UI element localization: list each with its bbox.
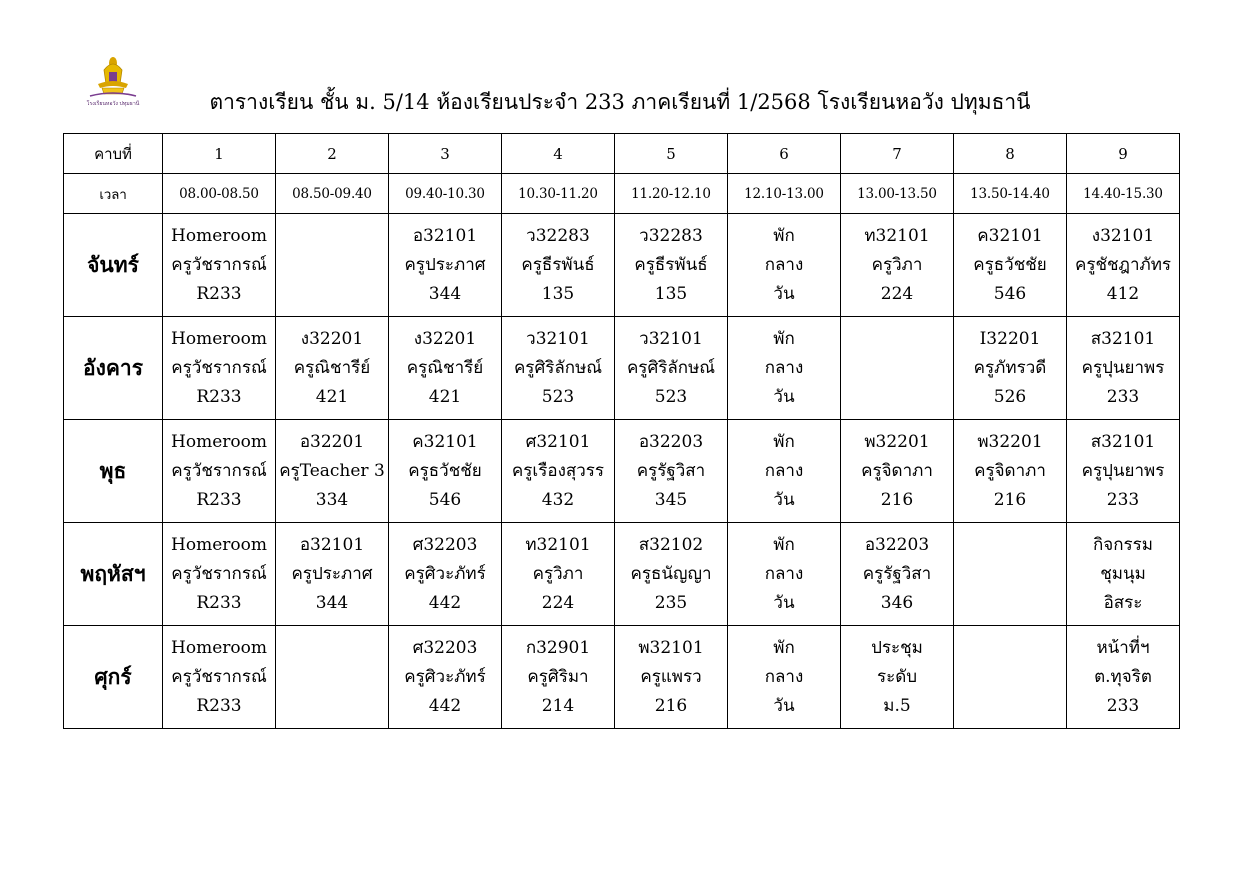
room-number: 442 [428,592,462,613]
room-number: 523 [654,386,688,407]
schedule-cell [841,523,954,626]
time-slot: 13.00-13.50 [841,174,954,214]
room-number: 546 [428,489,462,510]
teacher-name: ครูธีรพันธ์ [521,254,595,275]
subject-code: ว32101 [526,328,590,349]
schedule-cell [954,214,1067,317]
teacher-name: ครูศิริมา [527,666,589,687]
teacher-name: ครูชัชฎาภัทร [1074,254,1172,275]
subject-code: Homeroom [171,328,267,349]
room-number: วัน [773,695,795,716]
period-number: 9 [1067,134,1180,174]
subject-code: ว32283 [639,225,703,246]
schedule-cell [163,626,276,729]
time-slot: 11.20-12.10 [615,174,728,214]
room-number: 224 [880,283,914,304]
room-number: วัน [773,283,795,304]
time-slot: 14.40-15.30 [1067,174,1180,214]
schedule-cell [502,214,615,317]
schedule-cell [1067,523,1180,626]
schedule-cell [389,523,502,626]
room-number: 135 [654,283,688,304]
period-number: 1 [163,134,276,174]
schedule-cell [615,626,728,729]
room-number: 233 [1106,386,1140,407]
day-row [64,214,1180,317]
subject-code: ค32101 [977,225,1043,246]
time-slot: 08.50-09.40 [276,174,389,214]
teacher-name: ครูจิดาภา [974,460,1046,481]
subject-code: Homeroom [171,637,267,658]
teacher-name: ครูรัฐวิสา [862,563,932,584]
time-slot: 09.40-10.30 [389,174,502,214]
room-number: 442 [428,695,462,716]
schedule-cell [502,626,615,729]
subject-code: ศ32101 [525,431,591,452]
room-number: R233 [196,695,242,716]
page-title: ตารางเรียน ชั้น ม. 5/14 ห้องเรียนประจำ 233 ภาคเรียนที่ 1/2568 โรงเรียนหอวัง ปทุมธานี [209,90,1031,114]
teacher-name: ครูรัฐวิสา [636,460,706,481]
schedule-cell [276,420,389,523]
schedule-cell [1067,626,1180,729]
period-number: 4 [502,134,615,174]
teacher-name: ครูศิวะภัทร์ [404,563,486,584]
teacher-name: ต.ทุจริต [1094,666,1152,687]
subject-code: พ32201 [864,431,930,452]
teacher-name: ครูวัชรากรณ์ [171,563,267,584]
school-logo [80,54,146,110]
teacher-name: ครูจิดาภา [861,460,933,481]
period-row [64,134,1180,174]
time-header-label: เวลา [64,174,163,214]
period-number: 5 [615,134,728,174]
subject-code: ว32283 [526,225,590,246]
schedule-cell [389,214,502,317]
room-number: 421 [428,386,462,407]
schedule-cell [728,420,841,523]
subject-code: ง32101 [1091,225,1155,246]
schedule-cell [1067,420,1180,523]
teacher-name: ครูณิชารีย์ [293,357,371,378]
period-header-label: คาบที่ [64,134,163,174]
time-row [64,174,1180,214]
subject-code: พ32201 [977,431,1043,452]
teacher-name: ครูศิริลักษณ์ [626,357,716,378]
teacher-name: ครูประภาศ [404,254,486,275]
subject-code: ส32102 [638,534,704,555]
subject-code: หน้าที่ฯ [1096,637,1150,658]
teacher-name: กลาง [764,254,804,275]
room-number: 546 [993,283,1027,304]
subject-code: ส32101 [1090,328,1156,349]
room-number: R233 [196,283,242,304]
day-label: ศุกร์ [64,626,163,729]
teacher-name: ครูธวัชชัย [408,460,482,481]
teacher-name: ครูปุนยาพร [1081,357,1165,378]
period-number: 3 [389,134,502,174]
period-number: 8 [954,134,1067,174]
day-label: จันทร์ [64,214,163,317]
room-number: 432 [541,489,575,510]
subject-code: Homeroom [171,225,267,246]
schedule-cell [841,214,954,317]
schedule-cell [615,317,728,420]
subject-code: พัก [773,225,795,246]
room-number: 344 [315,592,349,613]
schedule-cell [954,523,1067,626]
subject-code: ค32101 [412,431,478,452]
room-number: 135 [541,283,575,304]
teacher-name: ครูภัทรวดี [973,357,1047,378]
teacher-name: ครูณิชารีย์ [406,357,484,378]
teacher-name: กลาง [764,357,804,378]
teacher-name: ครูวัชรากรณ์ [171,357,267,378]
schedule-cell [502,420,615,523]
teacher-name: ครูวัชรากรณ์ [171,460,267,481]
room-number: 224 [541,592,575,613]
room-number: R233 [196,386,242,407]
schedule-cell [276,214,389,317]
schedule-cell [276,523,389,626]
schedule-cell [615,420,728,523]
room-number: 344 [428,283,462,304]
subject-code: ง32201 [300,328,364,349]
room-number: 334 [315,489,349,510]
schedule-cell [728,317,841,420]
time-slot: 10.30-11.20 [502,174,615,214]
subject-code: ท32101 [525,534,591,555]
schedule-cell [1067,317,1180,420]
teacher-name: ครูประภาศ [291,563,373,584]
teacher-name: กลาง [764,666,804,687]
day-row [64,626,1180,729]
teacher-name: ครูวิภา [871,254,923,275]
room-number: วัน [773,592,795,613]
subject-code: I32201 [979,328,1041,349]
subject-code: พัก [773,328,795,349]
teacher-name: กลาง [764,563,804,584]
subject-code: พัก [773,431,795,452]
schedule-cell [728,523,841,626]
class-schedule-table [63,133,1180,729]
room-number: R233 [196,592,242,613]
teacher-name: ชุมนุม [1100,563,1146,584]
subject-code: ท32101 [864,225,930,246]
day-row [64,317,1180,420]
room-number: 421 [315,386,349,407]
logo-caption: โรงเรียนหอวัง ปทุมธานี [86,101,140,107]
room-number: 346 [880,592,914,613]
teacher-name: ครูธนัญญา [630,563,712,584]
room-number: ม.5 [883,695,911,716]
schedule-cell [954,420,1067,523]
subject-code: ว32101 [639,328,703,349]
room-number: 235 [654,592,688,613]
day-row [64,420,1180,523]
room-number: วัน [773,386,795,407]
day-label: อังคาร [64,317,163,420]
subject-code: กิจกรรม [1092,534,1153,555]
time-slot: 13.50-14.40 [954,174,1067,214]
schedule-cell [163,214,276,317]
teacher-name: ครูศิริลักษณ์ [513,357,603,378]
teacher-name: ครูศิวะภัทร์ [404,666,486,687]
schedule-cell [954,626,1067,729]
subject-code: พ32101 [638,637,704,658]
room-number: 233 [1106,489,1140,510]
subject-code: ก32901 [525,637,591,658]
time-slot: 12.10-13.00 [728,174,841,214]
schedule-cell [389,626,502,729]
schedule-cell [841,420,954,523]
period-number: 2 [276,134,389,174]
room-number: 523 [541,386,575,407]
room-number: 233 [1106,695,1140,716]
room-number: 216 [654,695,688,716]
schedule-cell [954,317,1067,420]
teacher-name: ครูเรืองสุวรร [511,460,605,481]
day-row [64,523,1180,626]
schedule-cell [615,214,728,317]
schedule-cell [502,317,615,420]
subject-code: พัก [773,534,795,555]
day-label: พุธ [64,420,163,523]
room-number: 345 [654,489,688,510]
subject-code: ศ32203 [412,534,478,555]
teacher-name: ครูแพรว [640,666,702,687]
teacher-name: ครูธีรพันธ์ [634,254,708,275]
teacher-name: ระดับ [876,666,918,687]
schedule-cell [502,523,615,626]
schedule-cell [163,420,276,523]
room-number: อิสระ [1103,592,1143,613]
subject-code: อ32203 [638,431,704,452]
subject-code: Homeroom [171,534,267,555]
subject-code: ประชุม [871,637,923,658]
subject-code: ง32201 [413,328,477,349]
schedule-cell [276,317,389,420]
subject-code: อ32101 [412,225,478,246]
room-number: 216 [880,489,914,510]
room-number: 412 [1106,283,1140,304]
teacher-name: ครูธวัชชัย [973,254,1047,275]
schedule-cell [615,523,728,626]
schedule-cell [728,626,841,729]
subject-code: ศ32203 [412,637,478,658]
time-slot: 08.00-08.50 [163,174,276,214]
room-number: 214 [541,695,575,716]
teacher-name: ครูTeacher 3 [279,460,385,481]
subject-code: ส32101 [1090,431,1156,452]
schedule-cell [276,626,389,729]
subject-code: อ32101 [299,534,365,555]
subject-code: พัก [773,637,795,658]
teacher-name: ครูวิภา [532,563,584,584]
teacher-name: ครูวัชรากรณ์ [171,666,267,687]
room-number: 216 [993,489,1027,510]
schedule-cell [728,214,841,317]
schedule-cell [163,317,276,420]
schedule-cell [841,317,954,420]
teacher-name: ครูวัชรากรณ์ [171,254,267,275]
room-number: R233 [196,489,242,510]
subject-code: อ32203 [864,534,930,555]
room-number: วัน [773,489,795,510]
schedule-cell [841,626,954,729]
day-label: พฤหัสฯ [64,523,163,626]
schedule-cell [389,420,502,523]
period-number: 6 [728,134,841,174]
subject-code: อ32201 [299,431,365,452]
teacher-name: ครูปุนยาพร [1081,460,1165,481]
schedule-cell [163,523,276,626]
room-number: 526 [993,386,1027,407]
schedule-cell [389,317,502,420]
period-number: 7 [841,134,954,174]
subject-code: Homeroom [171,431,267,452]
teacher-name: กลาง [764,460,804,481]
schedule-cell [1067,214,1180,317]
